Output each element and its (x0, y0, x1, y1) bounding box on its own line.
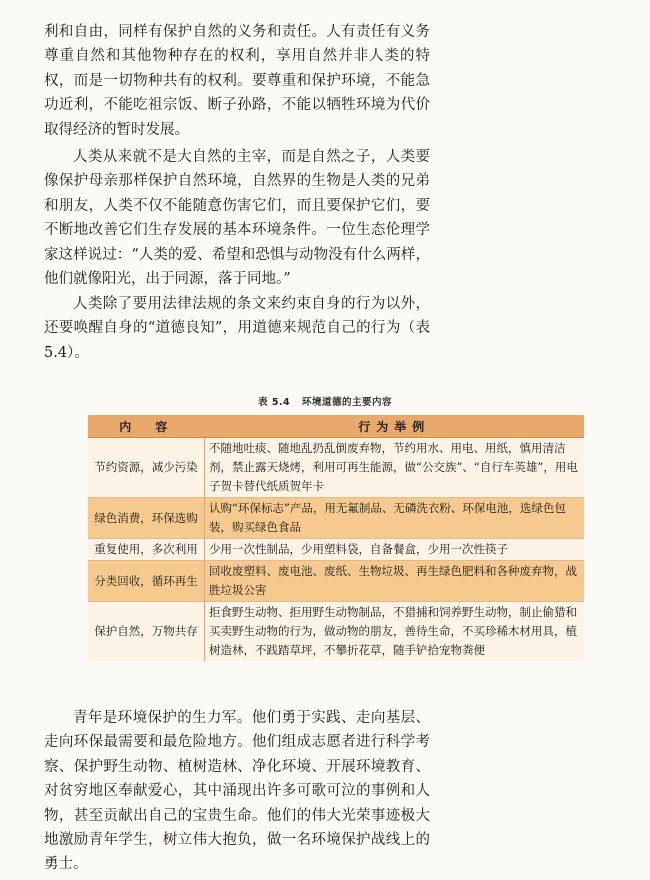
row-content: 分类回收，循环再生 (88, 561, 205, 602)
row-content: 重复使用，多次利用 (88, 539, 205, 561)
table-caption (0, 394, 650, 408)
row-example: 认购“环保标志”产品，用无氟制品、无磷洗衣粉、环保电池，选绿色包装，购买绿色食品 (205, 498, 585, 539)
paragraph-youth-environment: 青年是环境保护的生力军。他们勇于实践、走向基层、走向环保最需要和最危险地方。他们组成志愿者进行科学考察、保护野生动物、植树造林、净化环境、开展环境教育、对贫穷地区奉献爱心，其中涌现出许多可歌可泣的事例和人物，甚至贡献出自己的宝贵生命。他们的伟大光荣事迹极大地激励青年学生，树立伟大抱负，做一名环境保护战线上的勇士。 (44, 710, 430, 873)
row-example: 不随地吐痰、随地乱扔乱倒废弃物，节约用水、用电、用纸，慎用清洁剂，禁止露天烧烤，利用可再生能源，做“公交族”、“自行车英雄”，用电子贺卡替代纸质贺年卡 (205, 438, 585, 498)
paragraph-moral-conscience: 人类除了要用法律法规的条文来约束自身的行为以外，还要唤醒自身的“道德良知”，用道德来规范自己的行为（表5.4）。 (44, 296, 430, 361)
table-row (88, 602, 584, 662)
table-header-row (88, 415, 584, 438)
table-row (88, 498, 584, 539)
paragraph-rights-and-duties: 利和自由，同样有保护自然的义务和责任。人有责任有义务尊重自然和其他物种存在的权利，享用自然并非人类的特权，而是一切物种共有的权利。要尊重和保护环境，不能急功近利，不能吃祖宗饭、断子孙路，不能以牺牲环境为代价取得经济的暂时发展。 (44, 24, 430, 138)
header-content: 内 容 (88, 415, 205, 438)
paragraph-child-of-nature: 人类从来就不是大自然的主宰，而是自然之子，人类要像保护母亲那样保护自然环境，自然界的生物是人类的兄弟和朋友，人类不仅不能随意伤害它们，而且要保护它们，要不断地改善它们生存发展的基本环境条件。一位生态伦理学家这样说过：“人类的爱、希望和恐惧与动物没有什么两样，他们就像阳光，出于同源，落于同地。” (44, 149, 430, 288)
table-row (88, 539, 584, 561)
row-example: 拒食野生动物、拒用野生动物制品，不猎捕和饲养野生动物，制止偷猎和买卖野生动物的行为，做动物的朋友，善待生命，不买珍稀木材用具，植树造林，不践踏草坪，不攀折花草，随手铲拾宠物粪便 (205, 602, 585, 662)
table-title: 环境道德的主要内容 (301, 397, 392, 408)
row-content: 节约资源，减少污染 (88, 438, 205, 498)
row-example: 少用一次性制品，少用塑料袋，自备餐盒，少用一次性筷子 (205, 539, 585, 561)
row-content: 绿色消费，环保选购 (88, 498, 205, 539)
row-content: 保护自然，万物共存 (88, 602, 205, 662)
header-examples: 行为举例 (205, 415, 585, 438)
environmental-ethics-table (88, 415, 584, 661)
table-number: 表 5.4 (258, 397, 291, 408)
row-example: 回收废塑料、废电池、废纸、生物垃圾、再生绿色肥料和各种废弃物，战胜垃圾公害 (205, 561, 585, 602)
table-row (88, 561, 584, 602)
table-row (88, 438, 584, 498)
